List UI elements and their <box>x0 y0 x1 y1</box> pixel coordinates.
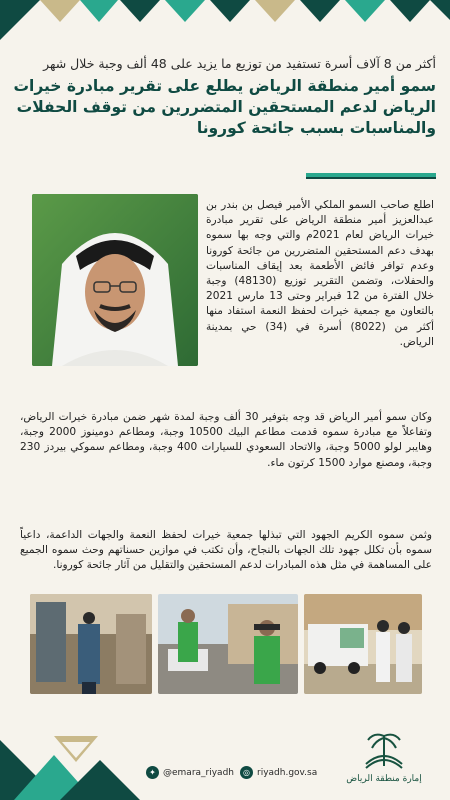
body-paragraph-2: وكان سمو أمير الرياض قد وجه بتوفير 30 ألف وجبة لمدة شهر ضمن مبادرة خيرات الرياض، وتفاعلاً مع مبادرة سموه قدمت مطاعم البيك 10500 وجبة، ومطاعم دومينوز 2000 وجبة، وهايبر لولو 5000 وجبة، والاتحاد السعودي للسيارات 400 وجبة، ومطاعم سموكي بيردز 230 وجبة، ومصنع موارد 1500 كرتون ماء. <box>20 411 433 469</box>
logo-text: إمارة منطقة الرياض <box>346 774 422 784</box>
website-text: riyadh.gov.sa <box>257 767 318 778</box>
palm-swords-emblem-icon <box>338 726 430 774</box>
supertitle: أكثر من 8 آلاف أسرة تستفيد من توزيع ما يزيد على 48 ألف وجبة خلال شهر <box>43 56 436 71</box>
headline-block <box>10 56 436 139</box>
photo-volunteer-door <box>30 594 152 694</box>
website-link[interactable] <box>240 766 317 779</box>
twitter-icon: ✦ <box>146 766 159 779</box>
top-decorative-band <box>0 0 450 50</box>
twitter-handle-text: @emara_riyadh <box>163 767 234 778</box>
photo-strip <box>30 594 422 694</box>
twitter-handle[interactable] <box>146 766 234 779</box>
photo-volunteers-street <box>158 594 298 694</box>
portrait-photo <box>32 194 198 366</box>
photo-delivery-van <box>304 594 422 694</box>
page-title: سمو أمير منطقة الرياض يطلع على تقرير مبادرة خيرات الرياض لدعم المستحقين المتضررين من توقف الحفلات والمناسبات بسبب جائحة كورونا <box>13 77 436 137</box>
title-underline-dark <box>306 177 436 179</box>
emirate-logo <box>338 726 430 792</box>
body-paragraph-3: وثمن سموه الكريم الجهود التي تبذلها جمعية خيرات لحفظ النعمة والجهات الداعمة، داعياً سموه بأن تكلل جهود تلك الجهات بالنجاح، وأن تكتب في موازين حسناتهم وحث سموه الجميع على المساهمة في مثل هذه المبادرات لدعم المستحقين والتقليل من آثار جائحة كورونا. <box>20 529 432 572</box>
globe-icon: ◎ <box>240 766 253 779</box>
body-paragraph-1: اطلع صاحب السمو الملكي الأمير فيصل بن بندر بن عبدالعزيز أمير منطقة الرياض على تقرير مبادرة خيرات الرياض لعام 2021م والتي وجه بها سموه بهدف دعم المستحقين المتضررين من جائحة كورونا وعدم توافر فائض الأطعمة بعد إيقاف المناسبات والحفلات، وتضمن التقرير توزيع (48130) وجبة خلال الفترة من 12 فبراير وحتى 13 مارس 2021 بالتعاون مع جمعية خيرات لحفظ النعمة استفاد منها أكثر من (8022) أسرة في (34) حي بمدينة الرياض. <box>206 199 435 348</box>
